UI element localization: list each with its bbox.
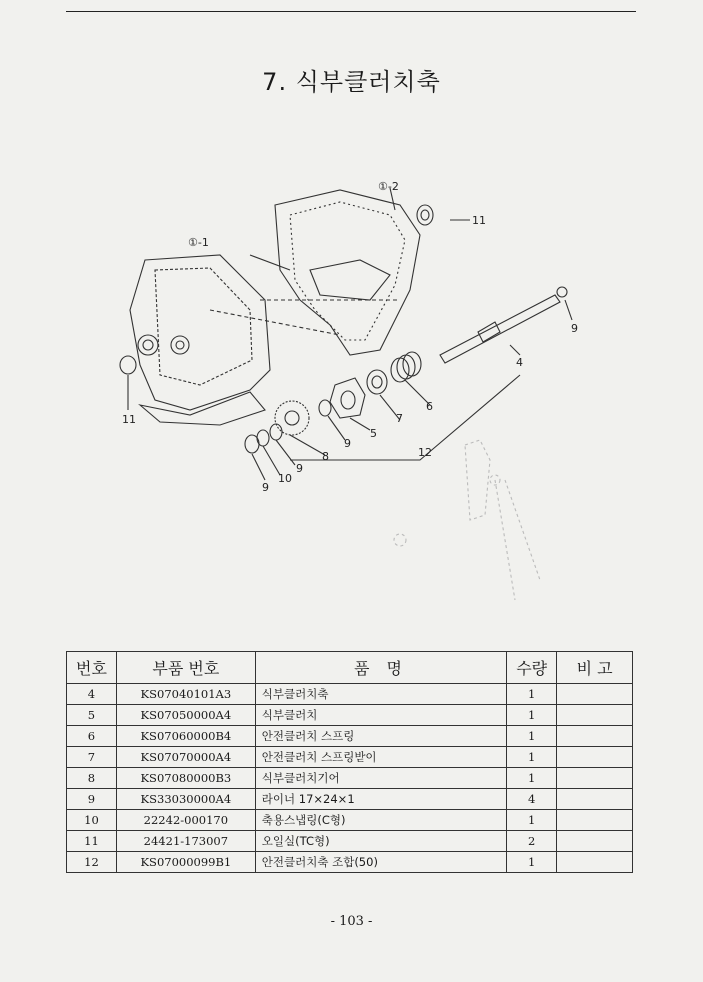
page-title: 7. 식부클러치축 bbox=[262, 68, 441, 96]
header-no: 번호 bbox=[67, 652, 117, 684]
cell-qty: 1 bbox=[507, 684, 557, 705]
callout-9-clutch: 9 bbox=[344, 437, 351, 450]
cell-name: 식부클러치기어 bbox=[255, 768, 506, 789]
cell-note bbox=[557, 726, 633, 747]
cell-no: 11 bbox=[67, 831, 117, 852]
callout-9-shaft: 9 bbox=[571, 322, 578, 335]
cell-note bbox=[557, 705, 633, 726]
table-row bbox=[67, 747, 633, 768]
cell-name: 오일실(TC형) bbox=[255, 831, 506, 852]
table-header-row bbox=[67, 652, 633, 684]
cell-name: 안전클러치 스프링 bbox=[255, 726, 506, 747]
cell-qty: 1 bbox=[507, 705, 557, 726]
cell-qty: 1 bbox=[507, 810, 557, 831]
table-row bbox=[67, 810, 633, 831]
header-qty: 수량 bbox=[507, 652, 557, 684]
exploded-parts-diagram bbox=[100, 160, 620, 620]
cell-no: 9 bbox=[67, 789, 117, 810]
table-row bbox=[67, 768, 633, 789]
cell-name: 안전클러치축 조합(50) bbox=[255, 852, 506, 873]
callout-7: 7 bbox=[396, 412, 403, 425]
cell-no: 5 bbox=[67, 705, 117, 726]
cell-no: 10 bbox=[67, 810, 117, 831]
header-note: 비 고 bbox=[557, 652, 633, 684]
table-row bbox=[67, 726, 633, 747]
cell-part: 24421-173007 bbox=[116, 831, 255, 852]
cell-no: 7 bbox=[67, 747, 117, 768]
left-housing bbox=[130, 255, 270, 410]
cell-part: KS07070000A4 bbox=[116, 747, 255, 768]
diagram-svg bbox=[100, 160, 620, 620]
cell-qty: 1 bbox=[507, 852, 557, 873]
callout-5: 5 bbox=[370, 427, 377, 440]
table-row bbox=[67, 705, 633, 726]
cell-note bbox=[557, 747, 633, 768]
table-row bbox=[67, 789, 633, 810]
top-rule bbox=[66, 11, 636, 12]
spring bbox=[391, 352, 421, 382]
cell-no: 6 bbox=[67, 726, 117, 747]
cell-part: KS07060000B4 bbox=[116, 726, 255, 747]
callout-12: 12 bbox=[418, 446, 432, 459]
callout-11-right: 11 bbox=[472, 214, 486, 227]
shaft bbox=[440, 295, 560, 363]
cell-part: KS07040101A3 bbox=[116, 684, 255, 705]
cell-qty: 1 bbox=[507, 747, 557, 768]
cell-qty: 1 bbox=[507, 726, 557, 747]
cell-note bbox=[557, 810, 633, 831]
callout-1-1: ①-1 bbox=[188, 236, 209, 249]
cell-name: 축용스냅링(C형) bbox=[255, 810, 506, 831]
table-row bbox=[67, 684, 633, 705]
table-row bbox=[67, 852, 633, 873]
callout-6: 6 bbox=[426, 400, 433, 413]
callout-11-left: 11 bbox=[122, 413, 136, 426]
cell-no: 8 bbox=[67, 768, 117, 789]
cell-part: 22242-000170 bbox=[116, 810, 255, 831]
cell-note bbox=[557, 789, 633, 810]
header-part-name: 품 명 bbox=[255, 652, 506, 684]
cell-note bbox=[557, 852, 633, 873]
cell-part: KS33030000A4 bbox=[116, 789, 255, 810]
cell-part: KS07000099B1 bbox=[116, 852, 255, 873]
cell-no: 12 bbox=[67, 852, 117, 873]
cell-qty: 4 bbox=[507, 789, 557, 810]
cell-name: 식부클러치 bbox=[255, 705, 506, 726]
cell-part: KS07050000A4 bbox=[116, 705, 255, 726]
cell-qty: 1 bbox=[507, 768, 557, 789]
cell-name: 안전클러치 스프링받이 bbox=[255, 747, 506, 768]
callout-10: 10 bbox=[278, 472, 292, 485]
parts-table bbox=[66, 651, 633, 873]
cell-note bbox=[557, 684, 633, 705]
callout-9-gear: 9 bbox=[296, 462, 303, 475]
callout-9-end: 9 bbox=[262, 481, 269, 494]
cell-no: 4 bbox=[67, 684, 117, 705]
page-number: - 103 - bbox=[330, 914, 373, 929]
gear bbox=[275, 401, 309, 435]
cell-part: KS07080000B3 bbox=[116, 768, 255, 789]
table-row bbox=[67, 831, 633, 852]
cell-qty: 2 bbox=[507, 831, 557, 852]
callout-8: 8 bbox=[322, 450, 329, 463]
cell-note bbox=[557, 831, 633, 852]
callout-4: 4 bbox=[516, 356, 523, 369]
callout-1-2: ①-2 bbox=[378, 180, 399, 193]
cell-name: 라이너 17×24×1 bbox=[255, 789, 506, 810]
cell-name: 식부클러치축 bbox=[255, 684, 506, 705]
header-part-number: 부품 번호 bbox=[116, 652, 255, 684]
cell-note bbox=[557, 768, 633, 789]
